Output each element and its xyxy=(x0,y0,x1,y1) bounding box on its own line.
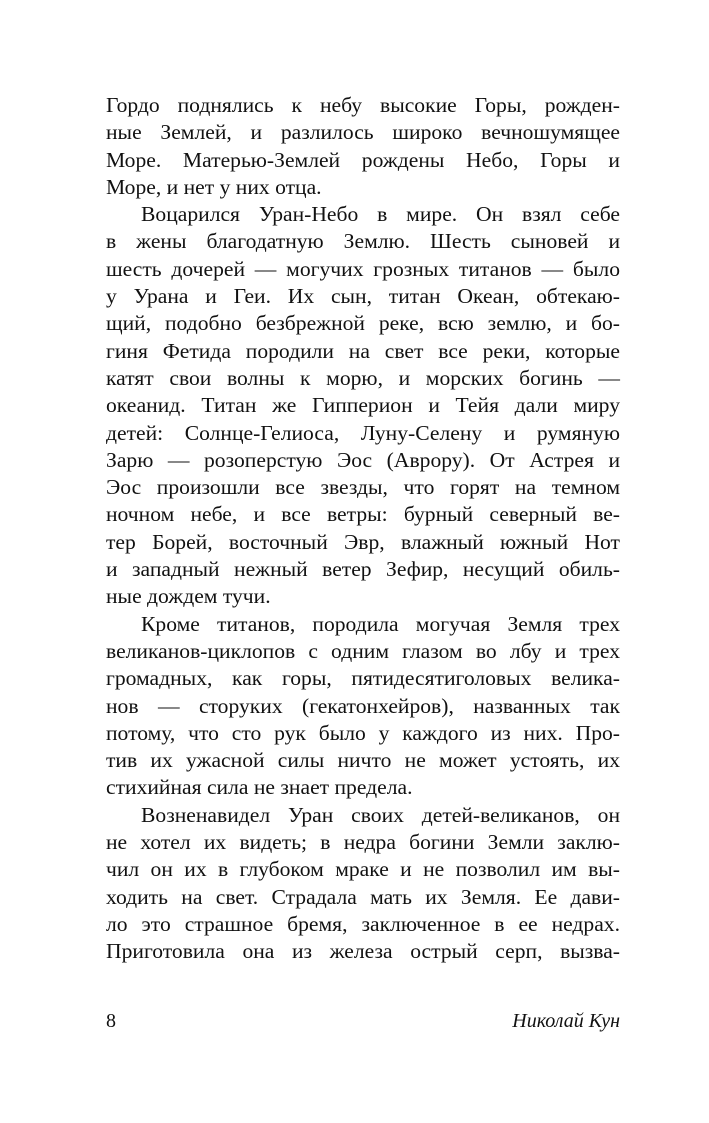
text-line: в жены благодатную Землю. Шесть сыновей и xyxy=(106,229,620,254)
text-line: Возненавидел Уран своих детей-великанов, он xyxy=(141,802,620,827)
body-text xyxy=(106,92,620,966)
text-line: детей: Солнце-Гелиоса, Луну-Селену и румяную xyxy=(106,420,620,445)
text-line: ные Землей, и разлилось широко вечношумящее xyxy=(106,120,620,145)
text-line: стихийная сила не знает предела. xyxy=(106,775,413,800)
running-footer-author: Николай Кун xyxy=(512,1010,620,1032)
text-line: потому, что сто рук было у каждого из них. Про- xyxy=(106,720,620,745)
text-line: Море. Матерью-Землей рождены Небо, Горы и xyxy=(106,147,620,172)
text-line: у Урана и Геи. Их сын, титан Океан, обтекаю- xyxy=(106,284,620,309)
page-number: 8 xyxy=(106,1010,116,1032)
text-line: Приготовила она из железа острый серп, вызва- xyxy=(106,939,620,964)
text-line: океанид. Титан же Гипперион и Тейя дали миру xyxy=(106,393,620,418)
text-line: Гордо поднялись к небу высокие Горы, рожден- xyxy=(106,93,620,117)
text-line: Воцарился Уран-Небо в мире. Он взял себе xyxy=(141,202,620,227)
text-line: и западный нежный ветер Зефир, несущий обиль- xyxy=(106,557,620,582)
text-line: Эос произошли все звезды, что горят на темном xyxy=(106,475,620,500)
text-line: нов — сторуких (гекатонхейров), названных так xyxy=(106,693,620,718)
text-line: тер Борей, восточный Эвр, влажный южный Нот xyxy=(106,529,620,554)
text-line: шесть дочерей — могучих грозных титанов — было xyxy=(106,256,620,281)
text-line: катят свои волны к морю, и морских богинь — xyxy=(106,365,620,390)
text-line: великанов-циклопов с одним глазом во лбу и трех xyxy=(106,638,620,663)
text-line: щий, подобно безбрежной реке, всю землю, и бо- xyxy=(106,311,620,336)
text-line: ночном небе, и все ветры: бурный северный ве- xyxy=(106,502,620,527)
text-line: Море, и нет у них отца. xyxy=(106,174,322,199)
text-line: Зарю — розоперстую Эос (Аврору). От Астрея и xyxy=(106,447,620,472)
text-line: не хотел их видеть; в недра богини Земли заклю- xyxy=(106,830,620,855)
text-line: Кроме титанов, породила могучая Земля трех xyxy=(141,611,620,636)
text-line: ные дождем тучи. xyxy=(106,584,271,609)
text-line: ходить на свет. Страдала мать их Земля. Ее дави- xyxy=(106,884,620,909)
text-line: гиня Фетида породили на свет все реки, которые xyxy=(106,338,620,363)
text-line: ло это страшное бремя, заключенное в ее недрах. xyxy=(106,911,620,936)
text-line: чил он их в глубоком мраке и не позволил им вы- xyxy=(106,857,620,882)
text-line: тив их ужасной силы ничто не может устоять, их xyxy=(106,748,620,773)
text-line: громадных, как горы, пятидесятиголовых велика- xyxy=(106,666,620,691)
